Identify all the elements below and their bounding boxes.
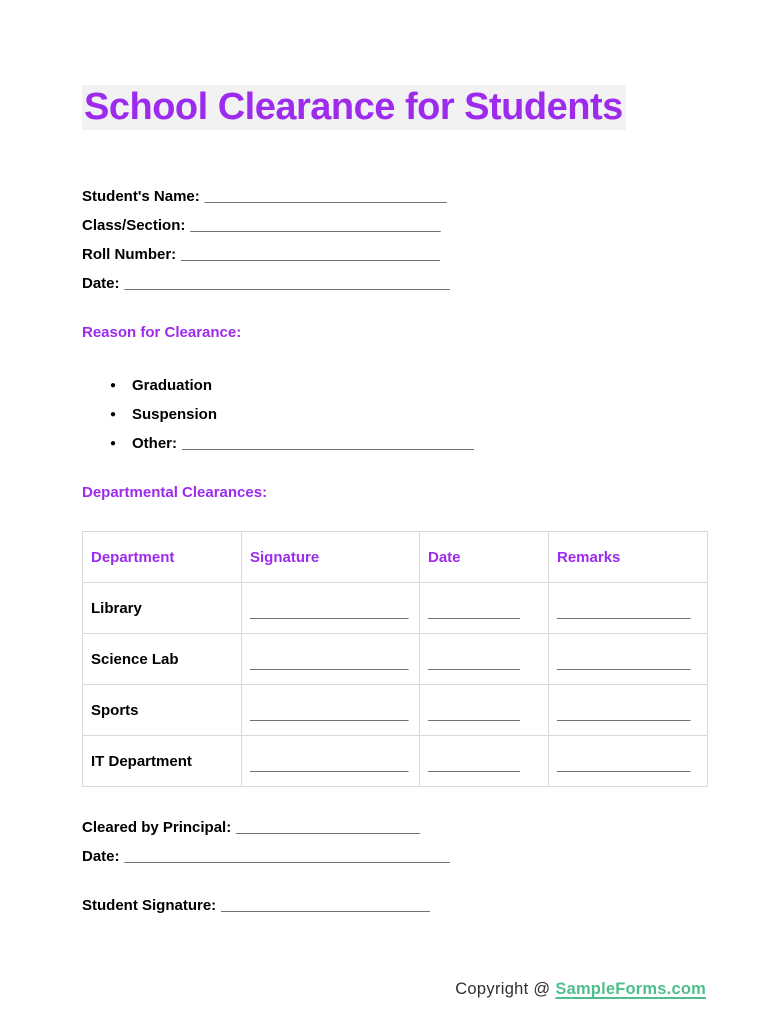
fill-in-line: _____________________________ (204, 188, 447, 205)
fill-in-line: _______________________________ (181, 246, 440, 263)
cell-department: Library (83, 583, 242, 634)
field-label: Class/Section: (82, 217, 186, 234)
field-row-principal-date (82, 842, 707, 871)
list-item-suspension (82, 400, 707, 429)
field-row-roll-number (82, 240, 707, 269)
copyright-text: Copyright @ (455, 980, 556, 998)
list-item-label: Suspension (132, 406, 218, 423)
cell-department: Sports (83, 685, 242, 736)
field-row-student-signature (82, 891, 707, 920)
list-item-label: Other: (132, 435, 177, 452)
bullet-icon: ● (110, 409, 117, 420)
table-row-library (83, 583, 708, 634)
bullet-icon: ● (110, 438, 117, 449)
cell-signature-line: ___________________ (242, 583, 420, 634)
footer (455, 978, 706, 1000)
principal-section (82, 813, 707, 871)
list-item-other (82, 429, 707, 458)
sampleforms-link[interactable]: SampleForms.com (555, 980, 706, 998)
cell-signature-line: ___________________ (242, 685, 420, 736)
cell-remarks-line: ________________ (549, 634, 708, 685)
list-item-label: Graduation (132, 377, 213, 394)
bullet-icon: ● (110, 380, 117, 391)
field-row-cleared-by-principal (82, 813, 707, 842)
fill-in-line: ______________________ (236, 819, 420, 836)
fill-in-line: _________________________ (221, 897, 430, 914)
cell-date-line: ___________ (420, 634, 549, 685)
cell-remarks-line: ________________ (549, 583, 708, 634)
field-label: Roll Number: (82, 246, 177, 263)
field-row-student-name (82, 182, 707, 211)
field-label: Date: (82, 848, 120, 865)
table-row-it-department (83, 736, 708, 787)
field-label: Student Signature: (82, 897, 217, 914)
page-title (82, 85, 707, 130)
field-label: Cleared by Principal: (82, 819, 232, 836)
cell-date-line: ___________ (420, 685, 549, 736)
clearances-heading: Departmental Clearances: (82, 484, 268, 501)
reason-heading: Reason for Clearance: (82, 324, 242, 341)
cell-signature-line: ___________________ (242, 634, 420, 685)
cell-remarks-line: ________________ (549, 685, 708, 736)
reason-list (82, 371, 707, 458)
cell-remarks-line: ________________ (549, 736, 708, 787)
col-header-remarks: Remarks (549, 532, 708, 583)
cell-signature-line: ___________________ (242, 736, 420, 787)
field-label: Student's Name: (82, 188, 200, 205)
col-header-signature: Signature (242, 532, 420, 583)
cell-department: IT Department (83, 736, 242, 787)
page-title-text: School Clearance for Students (82, 85, 626, 130)
field-row-date (82, 269, 707, 298)
clearances-table (82, 531, 708, 787)
table-row-sports (83, 685, 708, 736)
table-row-science-lab (83, 634, 708, 685)
cell-department: Science Lab (83, 634, 242, 685)
col-header-date: Date (420, 532, 549, 583)
fill-in-line: ___________________________________ (182, 435, 474, 452)
cell-date-line: ___________ (420, 583, 549, 634)
list-item-graduation (82, 371, 707, 400)
cell-date-line: ___________ (420, 736, 549, 787)
fill-in-line: _______________________________________ (124, 848, 450, 865)
field-label: Date: (82, 275, 120, 292)
student-info-section (82, 182, 707, 298)
fill-in-line: ______________________________ (190, 217, 441, 234)
field-row-class-section (82, 211, 707, 240)
col-header-department: Department (83, 532, 242, 583)
fill-in-line: _______________________________________ (124, 275, 450, 292)
table-header-row (83, 532, 708, 583)
